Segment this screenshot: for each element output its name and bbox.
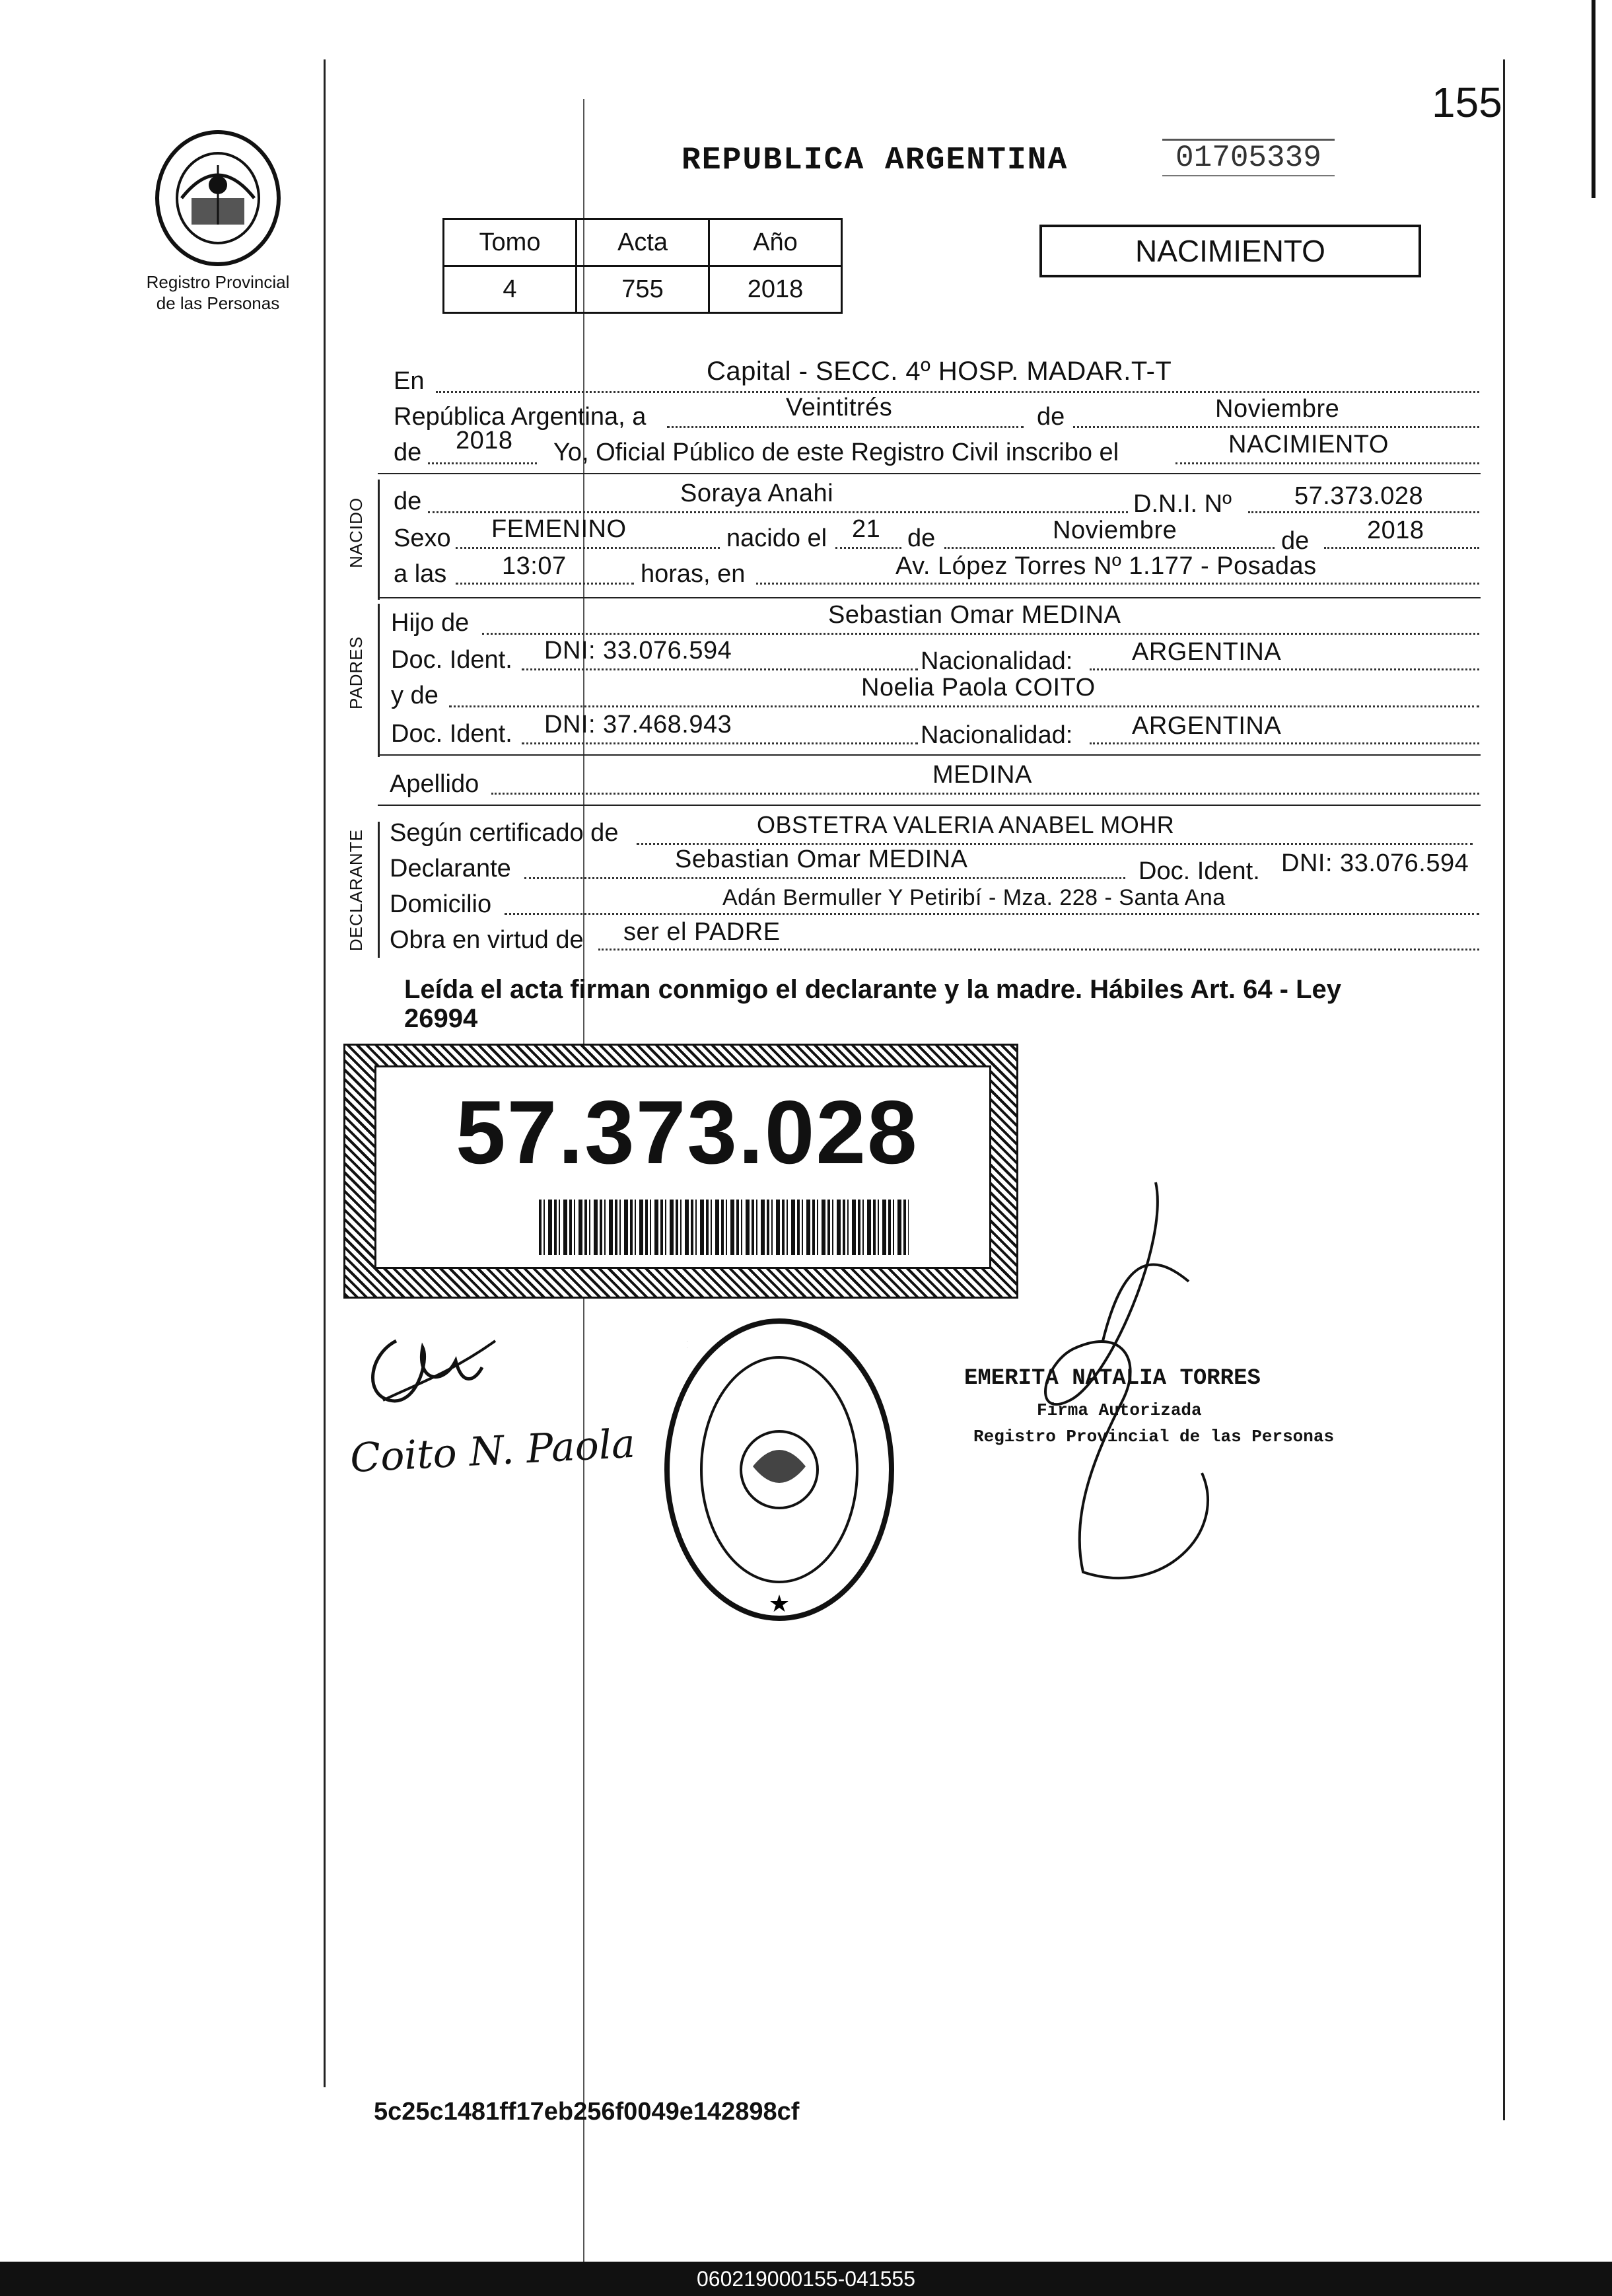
side-label-nacido: NACIDO xyxy=(346,497,366,568)
label-doc-ident-padre: Doc. Ident. xyxy=(391,646,512,674)
table-header-anio: Año xyxy=(709,219,842,266)
section-bar xyxy=(378,822,380,958)
value-madre-doc: DNI: 37.468.943 xyxy=(544,711,732,738)
section-bar xyxy=(378,480,380,600)
dni-number: 57.373.028 xyxy=(456,1082,919,1182)
official-signature xyxy=(991,1163,1268,1625)
label-de2: de xyxy=(907,524,936,552)
label-hijo-de: Hijo de xyxy=(391,609,470,637)
serial-number: 01705339 xyxy=(1162,139,1335,176)
dots xyxy=(1175,462,1479,464)
side-label-padres: PADRES xyxy=(346,636,366,709)
label-nacionalidad-padre: Nacionalidad: xyxy=(921,647,1073,675)
value-dni: 57.373.028 xyxy=(1294,482,1424,510)
value-dia-nac: 21 xyxy=(852,515,881,543)
logo-caption-1: Registro Provincial xyxy=(146,272,290,292)
official-org: Registro Provincial de las Personas xyxy=(973,1427,1335,1447)
section-bar xyxy=(378,604,380,757)
label-a-las: a las xyxy=(394,560,447,588)
value-dia-letras: Veintitrés xyxy=(786,394,893,421)
label-apellido: Apellido xyxy=(390,770,479,798)
closing-text-1: Leída el acta firman conmigo el declarante y la madre. Hábiles Art. 64 - Ley xyxy=(404,975,1342,1004)
dots xyxy=(491,793,1479,795)
label-horas-en: horas, en xyxy=(641,560,746,588)
value-tipo: NACIMIENTO xyxy=(1228,431,1389,458)
document-title: REPUBLICA ARGENTINA xyxy=(682,143,1069,178)
divider xyxy=(378,597,1481,598)
label-de: de xyxy=(1037,403,1065,431)
value-declarante: Sebastian Omar MEDINA xyxy=(675,845,968,873)
label-sexo: Sexo xyxy=(394,524,451,552)
label-de3: de xyxy=(1281,527,1310,555)
dni-sticker xyxy=(343,1044,1018,1299)
act-type-box xyxy=(1039,225,1421,277)
barcode xyxy=(539,1200,909,1255)
dots xyxy=(756,583,1479,585)
dots xyxy=(449,705,1479,707)
page-number: 155 xyxy=(1432,79,1502,126)
table-value-acta: 755 xyxy=(577,266,709,313)
dots xyxy=(456,583,634,585)
value-mes-nac: Noviembre xyxy=(1053,517,1177,544)
label-yo: Yo, Oficial Público de este Registro Civil inscribo el xyxy=(553,439,1119,466)
act-type: NACIMIENTO xyxy=(1135,234,1325,268)
dots xyxy=(436,391,1479,393)
value-padre: Sebastian Omar MEDINA xyxy=(828,601,1121,629)
mother-signature-text: Coito N. Paola xyxy=(349,1420,637,1482)
document-hash: 5c25c1481ff17eb256f0049e142898cf xyxy=(374,2098,800,2126)
label-nacionalidad-madre: Nacionalidad: xyxy=(921,721,1073,749)
divider xyxy=(378,473,1481,474)
value-declarante-doc: DNI: 33.076.594 xyxy=(1281,849,1469,877)
dots xyxy=(944,547,1275,549)
dots xyxy=(428,511,1128,513)
official-name: EMERITA NATALIA TORRES xyxy=(964,1366,1261,1391)
dots xyxy=(835,547,901,549)
dots xyxy=(598,949,1479,951)
value-obra: ser el PADRE xyxy=(623,918,781,946)
value-anio: 2018 xyxy=(456,427,513,454)
value-apellido: MEDINA xyxy=(932,761,1032,789)
footer-bar xyxy=(0,2262,1612,2296)
province-logo xyxy=(149,126,287,271)
label-segun: Según certificado de xyxy=(390,819,619,847)
divider xyxy=(378,754,1481,756)
dni-sticker-inner xyxy=(374,1065,991,1269)
divider xyxy=(378,805,1481,806)
side-label-declarante: DECLARANTE xyxy=(346,829,366,951)
table-value-anio: 2018 xyxy=(709,266,842,313)
label-en: En xyxy=(394,367,425,395)
dots xyxy=(482,633,1479,635)
label-de-name: de xyxy=(394,487,422,515)
value-mes: Noviembre xyxy=(1215,395,1340,423)
svg-text:★: ★ xyxy=(768,1591,790,1618)
value-direccion-nac: Av. López Torres Nº 1.177 - Posadas xyxy=(895,552,1317,580)
label-de-year: de xyxy=(394,439,422,466)
dots xyxy=(1248,511,1479,513)
official-role: Firma Autorizada xyxy=(1037,1400,1202,1420)
dots xyxy=(524,877,1125,879)
table-header-acta: Acta xyxy=(577,219,709,266)
dots xyxy=(456,547,720,549)
dots xyxy=(505,913,1479,915)
footer-code: 060219000155-041555 xyxy=(697,2267,915,2291)
label-dni: D.N.I. Nº xyxy=(1133,490,1232,518)
dots xyxy=(1090,668,1479,670)
value-madre-nac: ARGENTINA xyxy=(1132,712,1282,740)
table-header-tomo: Tomo xyxy=(444,219,577,266)
registry-table xyxy=(442,218,843,314)
label-domicilio: Domicilio xyxy=(390,890,492,918)
left-border-line xyxy=(324,59,326,2087)
dots xyxy=(522,742,918,744)
value-hora: 13:07 xyxy=(502,552,567,580)
value-sexo: FEMENINO xyxy=(491,515,627,543)
dots xyxy=(637,843,1473,845)
label-declarante: Declarante xyxy=(390,855,511,882)
closing-text-2: 26994 xyxy=(404,1004,478,1033)
edge-line xyxy=(1592,0,1595,198)
dots xyxy=(1324,547,1479,549)
dots xyxy=(1090,742,1479,744)
dots xyxy=(522,668,918,670)
label-republica: República Argentina, a xyxy=(394,403,647,431)
dots xyxy=(667,426,1024,428)
value-domicilio: Adán Bermuller Y Petiribí - Mza. 228 - Santa Ana xyxy=(722,885,1226,910)
label-obra: Obra en virtud de xyxy=(390,926,584,954)
label-nacido-el: nacido el xyxy=(726,524,827,552)
official-stamp xyxy=(660,1314,898,1625)
value-padre-nac: ARGENTINA xyxy=(1132,638,1282,666)
table-value-tomo: 4 xyxy=(444,266,577,313)
label-doc-ident-declarante: Doc. Ident. xyxy=(1139,857,1260,885)
right-border-line xyxy=(1503,59,1505,2120)
value-anio-nac: 2018 xyxy=(1367,517,1424,544)
logo-caption-2: de las Personas xyxy=(156,293,280,313)
value-certificado: OBSTETRA VALERIA ANABEL MOHR xyxy=(757,811,1175,838)
dots xyxy=(1073,426,1479,428)
dots xyxy=(428,462,537,464)
value-madre: Noelia Paola COITO xyxy=(861,674,1096,701)
value-padre-doc: DNI: 33.076.594 xyxy=(544,637,732,664)
label-y-de: y de xyxy=(391,682,438,709)
value-lugar: Capital - SECC. 4º HOSP. MADAR.T-T xyxy=(707,357,1172,386)
value-nombre: Soraya Anahi xyxy=(680,480,834,507)
label-doc-ident-madre: Doc. Ident. xyxy=(391,720,512,748)
